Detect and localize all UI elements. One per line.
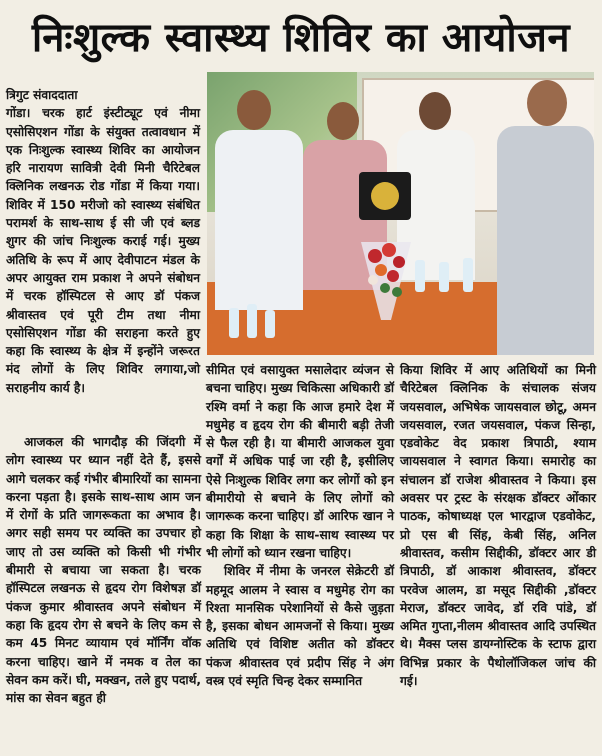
article-column-2	[206, 361, 394, 690]
article-column-1-top	[6, 86, 200, 397]
flower-bouquet	[355, 222, 417, 322]
paragraph-3: सीमित एवं वसायुक्त मसालेदार व्यंजन से बचना चाहिए। मुख्य चिकित्सा अधिकारी डॉ रश्मि वर्मा ने कहा कि आज हमारे देश में मधुमेह व हृदय रोग की बीमारी बड़ी तेजी से फैल रही है। या बीमारी आजकल युवा वर्गों में अधिक पाई जा रही है, इसीलिए ऐसे निःशुल्क शिविर लगा कर लोगों को इन बीमारीयो से बचाने के लिए लोगों को जागरूक करना चाहिए। डॉ आरिफ खान ने कहा कि शिक्षा के साथ-साथ स्वास्थ्य पर भी लोगों को ध्यान रखना चाहिए।	[206, 363, 394, 560]
water-bottles-right	[411, 254, 481, 294]
article-column-1-bottom	[6, 433, 201, 707]
headline: निःशुल्क स्वास्थ्य शिविर का आयोजन	[31, 14, 571, 61]
article-column-3	[400, 361, 596, 690]
paragraph-2: आजकल की भागदौड़ की जिंदगी में लोग स्वास्थ्य पर ध्यान नहीं देते हैं, इससे आगे चलकर कई गंभीर बीमारियों का सामना करना पड़ता है। इसके साथ-साथ आम जन में रोगों के प्रति जागरूकता का अभाव है। अगर सही समय पर व्यक्ति का उपचार हो जाए तो उस व्यक्ति को किसी भी गंभीर बीमारी से बचाया जा सकता है। चरक हॉस्पिटल लखनऊ से हृदय रोग विशेषज्ञ डॉ पंकज कुमार श्रीवास्तव अपने संबोधन में कहा कि हृदय रोग से बचने के लिए कम से कम 45 मिनट व्यायाम एवं मॉर्निंग वॉक करना चाहिए। खाने में नमक व तेल का सेवन कम करें। घी, मक्खन, तले हुए पदार्थ, मांस का सेवन बहुत ही	[6, 435, 201, 706]
paragraph-5: किया शिविर में आए अतिथियों का मिनी चैरिटेबल क्लिनिक के संचालक संजय जयसवाल, अभिषेक जायसवाल छोटू, अमन जयसवाल, रजत जयसवाल, पंकज सिन्हा, एडवोकेट वेद प्रकाश त्रिपाठी, श्याम जायसवाल ने स्वागत किया। समारोह का संचालन डॉ राजेश श्रीवास्तव ने किया। इस अवसर पर ट्रस्ट के संरक्षक डॉक्टर ओंकार पाठक, कोषाध्यक्ष एल भारद्वाज एडवोकेट, प्रो एस बी सिंह, केबी सिंह, अनिल श्रीवास्तव, कसीम सिद्दीकी, डॉक्टर आर डी त्रिपाठी, डॉ आकाश श्रीवास्तव, डॉक्टर परवेज आलम, डा मसूद सिद्दीकी ,डॉक्टर मेराज, डॉक्टर जावेद, डॉ रवि पांडे, डॉ अमित गुप्ता,नीलम श्रीवास्तव आदि उपस्थित थे। मैक्स प्लस डायग्नोस्टिक के स्टाफ द्वारा विभिन्न प्रकार के पैथोलॉजिकल जांच की गई।	[400, 363, 596, 689]
memento-emblem	[371, 182, 399, 210]
paragraph-4: शिविर में नीमा के जनरल सेक्रेटरी डॉ महमूद आलम ने स्वास व मधुमेह रोग का रिश्ता मानसिक परेशानियों से कैसे जुड़ता है, इसका बोधन आमजनों से किया। मुख्य अतिथि एवं विशिष्ट अतीत को डॉक्टर पंकज श्रीवास्तव एवं प्रदीप सिंह ने अंग वस्त्र एवं स्मृति चिन्ह देकर सम्मानित	[206, 564, 394, 689]
byline: त्रिगुट संवाददाता	[6, 88, 78, 102]
water-bottles	[225, 300, 285, 340]
event-photo	[207, 72, 594, 355]
memento-plaque	[359, 172, 411, 220]
paragraph-1: गोंडा। चरक हार्ट इंस्टीट्यूट एवं नीमा एसोसिएशन गोंडा के संयुक्त तत्वावधान में एक निःशुल्क स्वास्थ्य शिविर का आयोजन हरि नारायण सावित्री देवी मिनी चैरिटेबल क्लिनिक लखनऊ रोड गोंडा में किया गया। शिविर में 150 मरीजो को स्वास्थ्य संबंधित परामर्श के साथ-साथ ई सी जी एवं ब्लड शुगर की जांच निःशुल्क कराई गई। मुख्य अतिथि के रूप में आए देवीपाटन मंडल के अपर आयुक्त राम प्रकाश ने अपने संबोधन में चरक हॉस्पिटल से आए डॉ पंकज श्रीवास्तव एवं पूरी टीम तथा नीमा एसोसिएशन गोंडा की सराहना करते हुए कहा कि स्वास्थ्य के क्षेत्र में इन्होंने जरूरत मंद लोगों के लिए शिविर लगाया,जो सराहनीय कार्य है।	[6, 106, 200, 395]
